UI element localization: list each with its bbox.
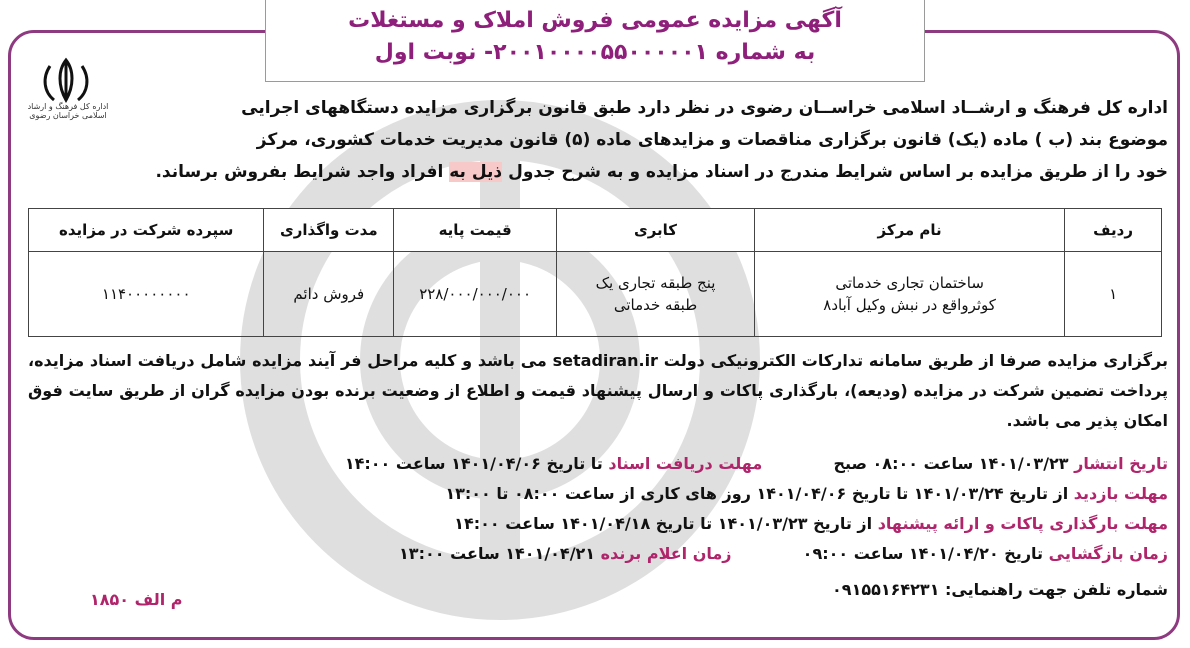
intro-line-1: اداره کل فرهنگ و ارشــاد اسلامی خراســان رضوی در نظر دارد طبق قانون برگزاری مزایده دستگاههای اجرایی (241, 98, 1168, 118)
winner-label: زمان اعلام برنده (600, 544, 732, 563)
opening-value: تاریخ ۱۴۰۱/۰۴/۲۰ ساعت ۰۹:۰۰ (802, 544, 1044, 563)
intro-paragraph (128, 92, 1168, 188)
cell-base-price: ۲۲۸/۰۰۰/۰۰۰/۰۰۰ (394, 252, 557, 337)
schedule-visit (28, 480, 1168, 508)
upload-label: مهلت بارگذاری پاکات و ارائه پیشنهاد (877, 514, 1168, 533)
header-row-no: ردیف (1065, 209, 1162, 252)
winner-value: ۱۴۰۱/۰۴/۲۱ ساعت ۱۳:۰۰ (399, 544, 596, 563)
header-deposit: سپرده شرکت در مزایده (29, 209, 264, 252)
auction-table (28, 208, 1162, 337)
opening-label: زمان بازگشایی (1048, 544, 1168, 563)
cell-deposit: ۱۱۴۰۰۰۰۰۰۰۰ (29, 252, 264, 337)
intro-line-3-post: افراد واجد شرایط بفروش برساند. (155, 162, 444, 182)
publish-label: تاریخ انتشار (1074, 454, 1168, 473)
notice-title-box (265, 0, 925, 82)
cell-usage-line2: طبقه خدماتی (613, 296, 698, 314)
visit-label: مهلت بازدید (1073, 484, 1168, 503)
table-row (29, 252, 1162, 337)
intro-line-3-highlight: ذیل به (449, 162, 503, 182)
header-usage: کابری (557, 209, 755, 252)
emblem-caption: اداره کل فرهنگ و ارشاد اسلامی خراسان رضوی (27, 102, 109, 120)
iran-emblem-icon (26, 56, 106, 136)
ref-code: م الف ۱۸۵۰ (90, 590, 183, 609)
publish-value: ۱۴۰۱/۰۳/۲۳ ساعت ۰۸:۰۰ صبح (833, 454, 1069, 473)
header-duration: مدت واگذاری (264, 209, 394, 252)
cell-center-name-line2: کوثرواقع در نبش وکیل آباد۸ (823, 296, 996, 314)
docs-deadline-label: مهلت دریافت اسناد (608, 454, 763, 473)
cell-usage (557, 252, 755, 337)
intro-line-2: موضوع بند (ب ) ماده (یک) قانون برگزاری مناقصات و مزایدهای ماده (۵) قانون مدیریت خدمات کشوری، مرکز (256, 130, 1168, 150)
cell-duration: فروش دائم (264, 252, 394, 337)
intro-line-3-pre: خود را از طریق مزایده بر اساس شرایط مندرج در اسناد مزایده و به شرح جدول (508, 162, 1168, 182)
upload-value: از تاریخ ۱۴۰۱/۰۳/۲۳ تا تاریخ ۱۴۰۱/۰۴/۱۸ ساعت ۱۴:۰۰ (454, 514, 873, 533)
table-header-row (29, 209, 1162, 252)
docs-deadline-value: تا تاریخ ۱۴۰۱/۰۴/۰۶ ساعت ۱۴:۰۰ (344, 454, 603, 473)
conditions-paragraph: برگزاری مزایده صرفا از طریق سامانه تدارکات الکترونیکی دولت setadiran.ir می باشد و کلیه مراحل فر آیند مزایده شامل دریافت اسناد مزایده، پرداخت تضمین شرکت در مزایده (ودیعه)، بارگذاری پاکات و ارسال پیشنهاد قیمت و اطلاع از وضعیت برنده بودن مزایده گران از طریق سایت فوق امکان پذیر می باشد. (28, 351, 1169, 430)
cell-usage-line1: پنج طبقه تجاری یک (595, 274, 716, 292)
header-base-price: قیمت پایه (394, 209, 557, 252)
visit-value: از تاریخ ۱۴۰۱/۰۳/۲۴ تا تاریخ ۱۴۰۱/۰۴/۰۶ روز های کاری از ساعت ۰۸:۰۰ تا ۱۳:۰۰ (445, 484, 1069, 503)
cell-center-name (755, 252, 1065, 337)
cell-row-no: ۱ (1065, 252, 1162, 337)
header-center-name: نام مرکز (755, 209, 1065, 252)
schedule-publish-docs (28, 450, 1168, 478)
cell-center-name-line1: ساختمان تجاری خدماتی (835, 274, 984, 292)
schedule-opening-winner (28, 540, 1168, 568)
intro-line-3 (128, 156, 1168, 188)
notice-title: آگهی مزایده عمومی فروش املاک و مستغلات (348, 8, 842, 33)
notice-number: به شماره ۲۰۰۱۰۰۰۰۵۵۰۰۰۰۰۱- نوبت اول (374, 40, 816, 65)
schedule-phone: شماره تلفن جهت راهنمایی: ۰۹۱۵۵۱۶۴۲۳۱ (832, 580, 1168, 599)
schedule-upload (28, 510, 1168, 538)
